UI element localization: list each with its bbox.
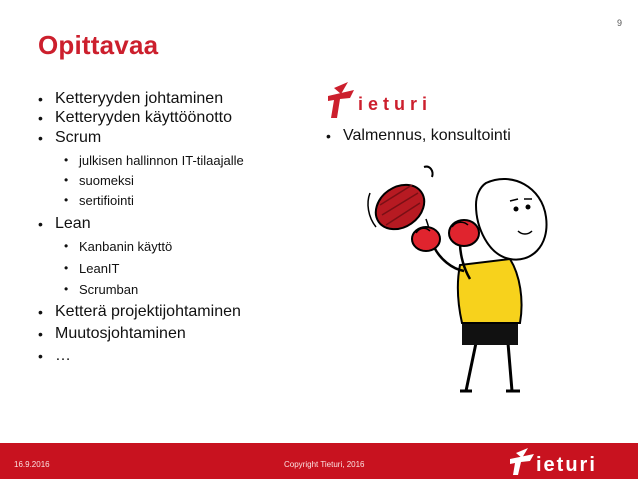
tieturi-logo-icon: [328, 80, 438, 120]
bullet-text: Ketteryyden käyttöönotto: [55, 109, 232, 126]
footer-logo-mark: [510, 448, 534, 475]
bullet-dot: •: [38, 304, 43, 320]
bullet-dot: •: [38, 130, 43, 146]
bullet-dot: •: [326, 128, 331, 144]
footer-date: 16.9.2016: [14, 460, 50, 469]
bullet-text: Valmennus, konsultointi: [343, 127, 511, 144]
bullet-text: Muutosjohtaminen: [55, 325, 186, 342]
bullet-text: suomeksi: [79, 173, 134, 188]
page-title: Opittavaa: [38, 30, 159, 60]
bullet-dot: •: [38, 326, 43, 342]
bullet-text: Scrum: [55, 129, 102, 146]
footer-bar: [0, 443, 638, 479]
torso: [458, 259, 522, 323]
footer-copyright: Copyright Tieturi, 2016: [284, 460, 365, 469]
bullet-text: Ketterä projektijohtaminen: [55, 303, 241, 320]
head: [476, 179, 547, 260]
logo-text: ieturi: [358, 94, 433, 114]
bullet-text: Lean: [55, 215, 91, 232]
bullet-text: …: [55, 347, 71, 364]
bullet-text: LeanIT: [79, 261, 120, 276]
boxer-with-punching-bag-icon: [360, 155, 560, 395]
logo-mark: [328, 82, 354, 118]
legs: [460, 315, 520, 391]
bullet-dot: •: [64, 173, 69, 187]
bullet-text: Ketteryyden johtaminen: [55, 90, 224, 107]
bullet-dot: •: [38, 110, 43, 126]
bullet-text: Scrumban: [79, 282, 139, 297]
bullet-dot: •: [38, 216, 43, 232]
bullet-dot: •: [64, 153, 69, 167]
bullet-dot: •: [38, 348, 43, 364]
bullet-text: sertifiointi: [79, 193, 134, 208]
tieturi-footer-logo-icon: [510, 447, 620, 477]
bullet-dot: •: [64, 193, 69, 207]
page-number: 9: [616, 18, 622, 28]
bullet-text: julkisen hallinnon IT-tilaajalle: [79, 153, 244, 168]
bullet-dot: •: [64, 239, 69, 253]
bullet-dot: •: [38, 91, 43, 107]
bullet-dot: •: [64, 282, 69, 296]
footer-logo-text: ieturi: [536, 454, 597, 476]
bullet-text: Kanbanin käyttö: [79, 239, 173, 254]
bullet-dot: •: [64, 261, 69, 275]
